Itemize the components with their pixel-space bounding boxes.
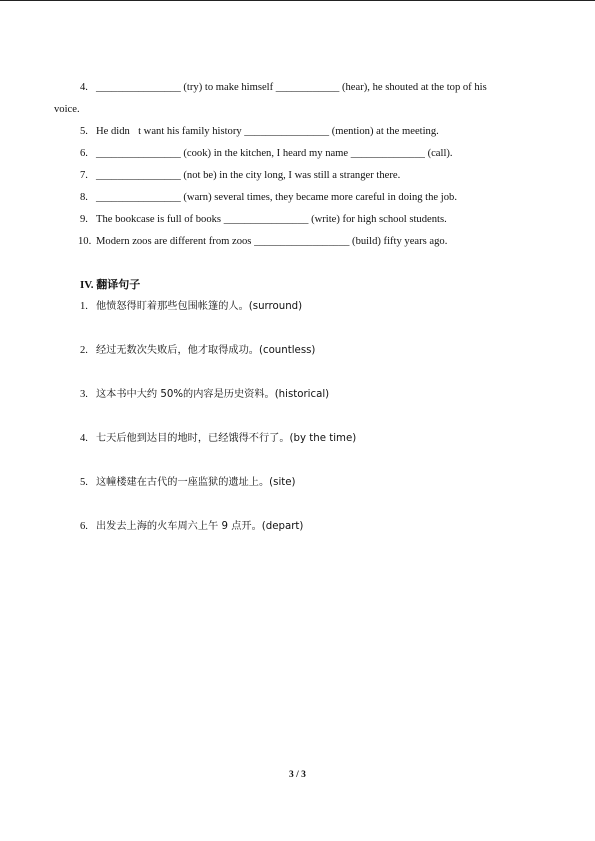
item-text: 他愤怒得盯着那些包围帐篷的人。(surround) (96, 301, 303, 312)
item-number: 4. (80, 82, 88, 93)
item-text: 七天后他到达目的地时，已经饿得不行了。(by the time) (96, 433, 357, 444)
item-number: 6. (80, 148, 88, 159)
item-number: 4. (80, 433, 88, 444)
item-number: 1. (80, 301, 88, 312)
item-text: ________________ (cook) in the kitchen, I heard my name ______________ (call). (96, 148, 453, 159)
item-number: 3. (80, 389, 88, 400)
page-number: 3 / 3 (289, 770, 306, 780)
item-number: 5. (80, 126, 88, 137)
item-text: ________________ (try) to make himself ____________ (hear), he shouted at the top of his (96, 82, 487, 93)
item-text: Modern zoos are different from zoos __________________ (build) fifty years ago. (96, 236, 448, 247)
item-text-continuation: voice. (54, 104, 80, 115)
item-number: 7. (80, 170, 88, 181)
item-text: 这幢楼建在古代的一座监狱的遗址上。(site) (96, 477, 296, 488)
item-number: 8. (80, 192, 88, 203)
item-number: 10. (78, 236, 92, 247)
item-text: ________________ (warn) several times, they became more careful in doing the job. (96, 192, 457, 203)
section-heading: IV. 翻译句子 (80, 279, 141, 291)
item-text: 经过无数次失败后，他才取得成功。(countless) (96, 345, 316, 356)
item-number: 9. (80, 214, 88, 225)
item-text: 这本书中大约 50%的内容是历史资料。(historical) (96, 389, 330, 400)
item-text: ________________ (not be) in the city long, I was still a stranger there. (96, 170, 401, 181)
item-text: 出发去上海的火车周六上午 9 点开。(depart) (96, 521, 304, 532)
item-number: 2. (80, 345, 88, 356)
item-number: 6. (80, 521, 88, 532)
item-text: He didn t want his family history ________________ (mention) at the meeting. (96, 126, 439, 137)
item-text: The bookcase is full of books ________________ (write) for high school students. (96, 214, 447, 225)
item-number: 5. (80, 477, 88, 488)
